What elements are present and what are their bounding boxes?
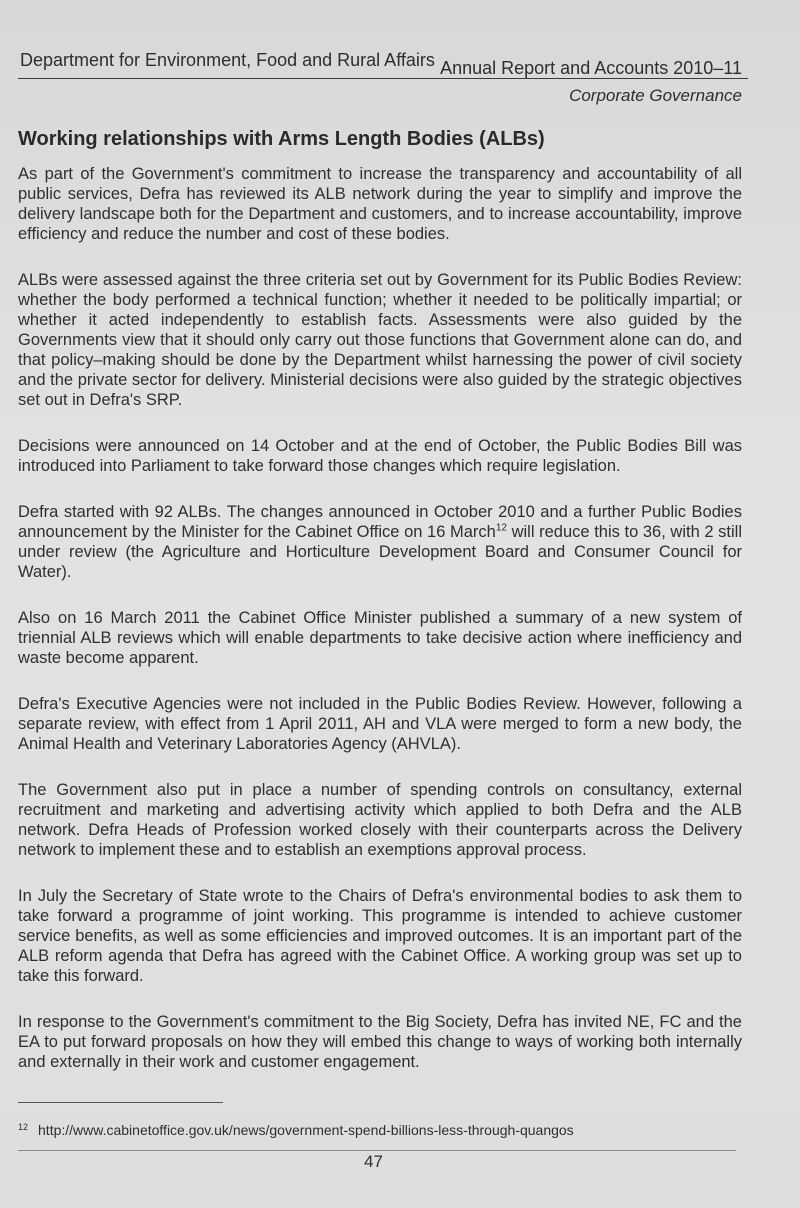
- paragraph-2: ALBs were assessed against the three criteria set out by Government for its Public Bodies Review: whether the body performed a technical function; whether it needed to be politically impartial; or whether it acted independently to establish facts. Assessments were also guided by the Governments view that it should only carry out those functions that Government alone can do, and that policy–making should be done by the Department whilst harnessing the power of civil society and the private sector for delivery. Ministerial decisions were also guided by the strategic objectives set out in Defra's SRP.: [18, 271, 742, 409]
- paragraph-4-text-after: will reduce this to 36, with 2 still under review (the Agriculture and Horticulture Development Board and Consumer Council for Water).: [18, 523, 742, 581]
- footnote-link[interactable]: http://www.cabinetoffice.gov.uk/news/government-spend-billions-less-through-quangos: [38, 1122, 574, 1138]
- paragraph-9: In response to the Government's commitment to the Big Society, Defra has invited NE, FC and the EA to put forward proposals on how they will embed this change to ways of working both internally and externally in their work and customer engagement.: [18, 1013, 742, 1071]
- paragraph-1: As part of the Government's commitment to increase the transparency and accountability of all public services, Defra has reviewed its ALB network during the year to simplify and improve the delivery landscape both for the Department and customers, and to increase accountability, improve efficiency and reduce the number and cost of these bodies.: [18, 165, 742, 243]
- paragraph-7: The Government also put in place a number of spending controls on consultancy, external recruitment and marketing and advertising activity which applied to both Defra and the ALB network. Defra Heads of Profession worked closely with their counterparts across the Delivery network to implement these and to establish an exemptions approval process.: [18, 781, 742, 859]
- paragraph-8: In July the Secretary of State wrote to the Chairs of Defra's environmental bodies to ask them to take forward a programme of joint working. This programme is intended to achieve customer service benefits, as well as some efficiencies and improved outcomes. It is an important part of the ALB reform agenda that Defra has agreed with the Cabinet Office. A working group was set up to take this forward.: [18, 887, 742, 985]
- section-heading: Working relationships with Arms Length Bodies (ALBs): [18, 128, 545, 150]
- footnote-reference: 12: [495, 522, 507, 534]
- paragraph-4-text-before: Defra started with 92 ALBs. The changes announced in October 2010 and a further Public Bodies announcement by the Minister for the Cabinet Office on 16 March: [18, 503, 742, 541]
- header-section: Corporate Governance: [569, 86, 742, 105]
- paragraph-6: Defra's Executive Agencies were not included in the Public Bodies Review. However, following a separate review, with effect from 1 April 2011, AH and VLA were merged to form a new body, the Animal Health and Veterinary Laboratories Agency (AHVLA).: [18, 695, 742, 753]
- page-number: 47: [364, 1152, 383, 1171]
- header-report-title: Annual Report and Accounts 2010–11: [440, 58, 742, 78]
- footnote: [18, 1122, 574, 1138]
- paragraph-3: Decisions were announced on 14 October and at the end of October, the Public Bodies Bill was introduced into Parliament to take forward those changes which require legislation.: [18, 437, 742, 475]
- header-rule: [18, 78, 748, 79]
- footnote-number: 12: [18, 1122, 29, 1132]
- body-text: [18, 164, 742, 1098]
- footer-rule: [18, 1150, 736, 1151]
- footnote-rule: [18, 1102, 223, 1103]
- header-department: Department for Environment, Food and Rural Affairs: [20, 50, 435, 70]
- paragraph-5: Also on 16 March 2011 the Cabinet Office Minister published a summary of a new system of triennial ALB reviews which will enable departments to take decisive action where inefficiency and waste become apparent.: [18, 609, 742, 667]
- paragraph-4: [18, 502, 742, 582]
